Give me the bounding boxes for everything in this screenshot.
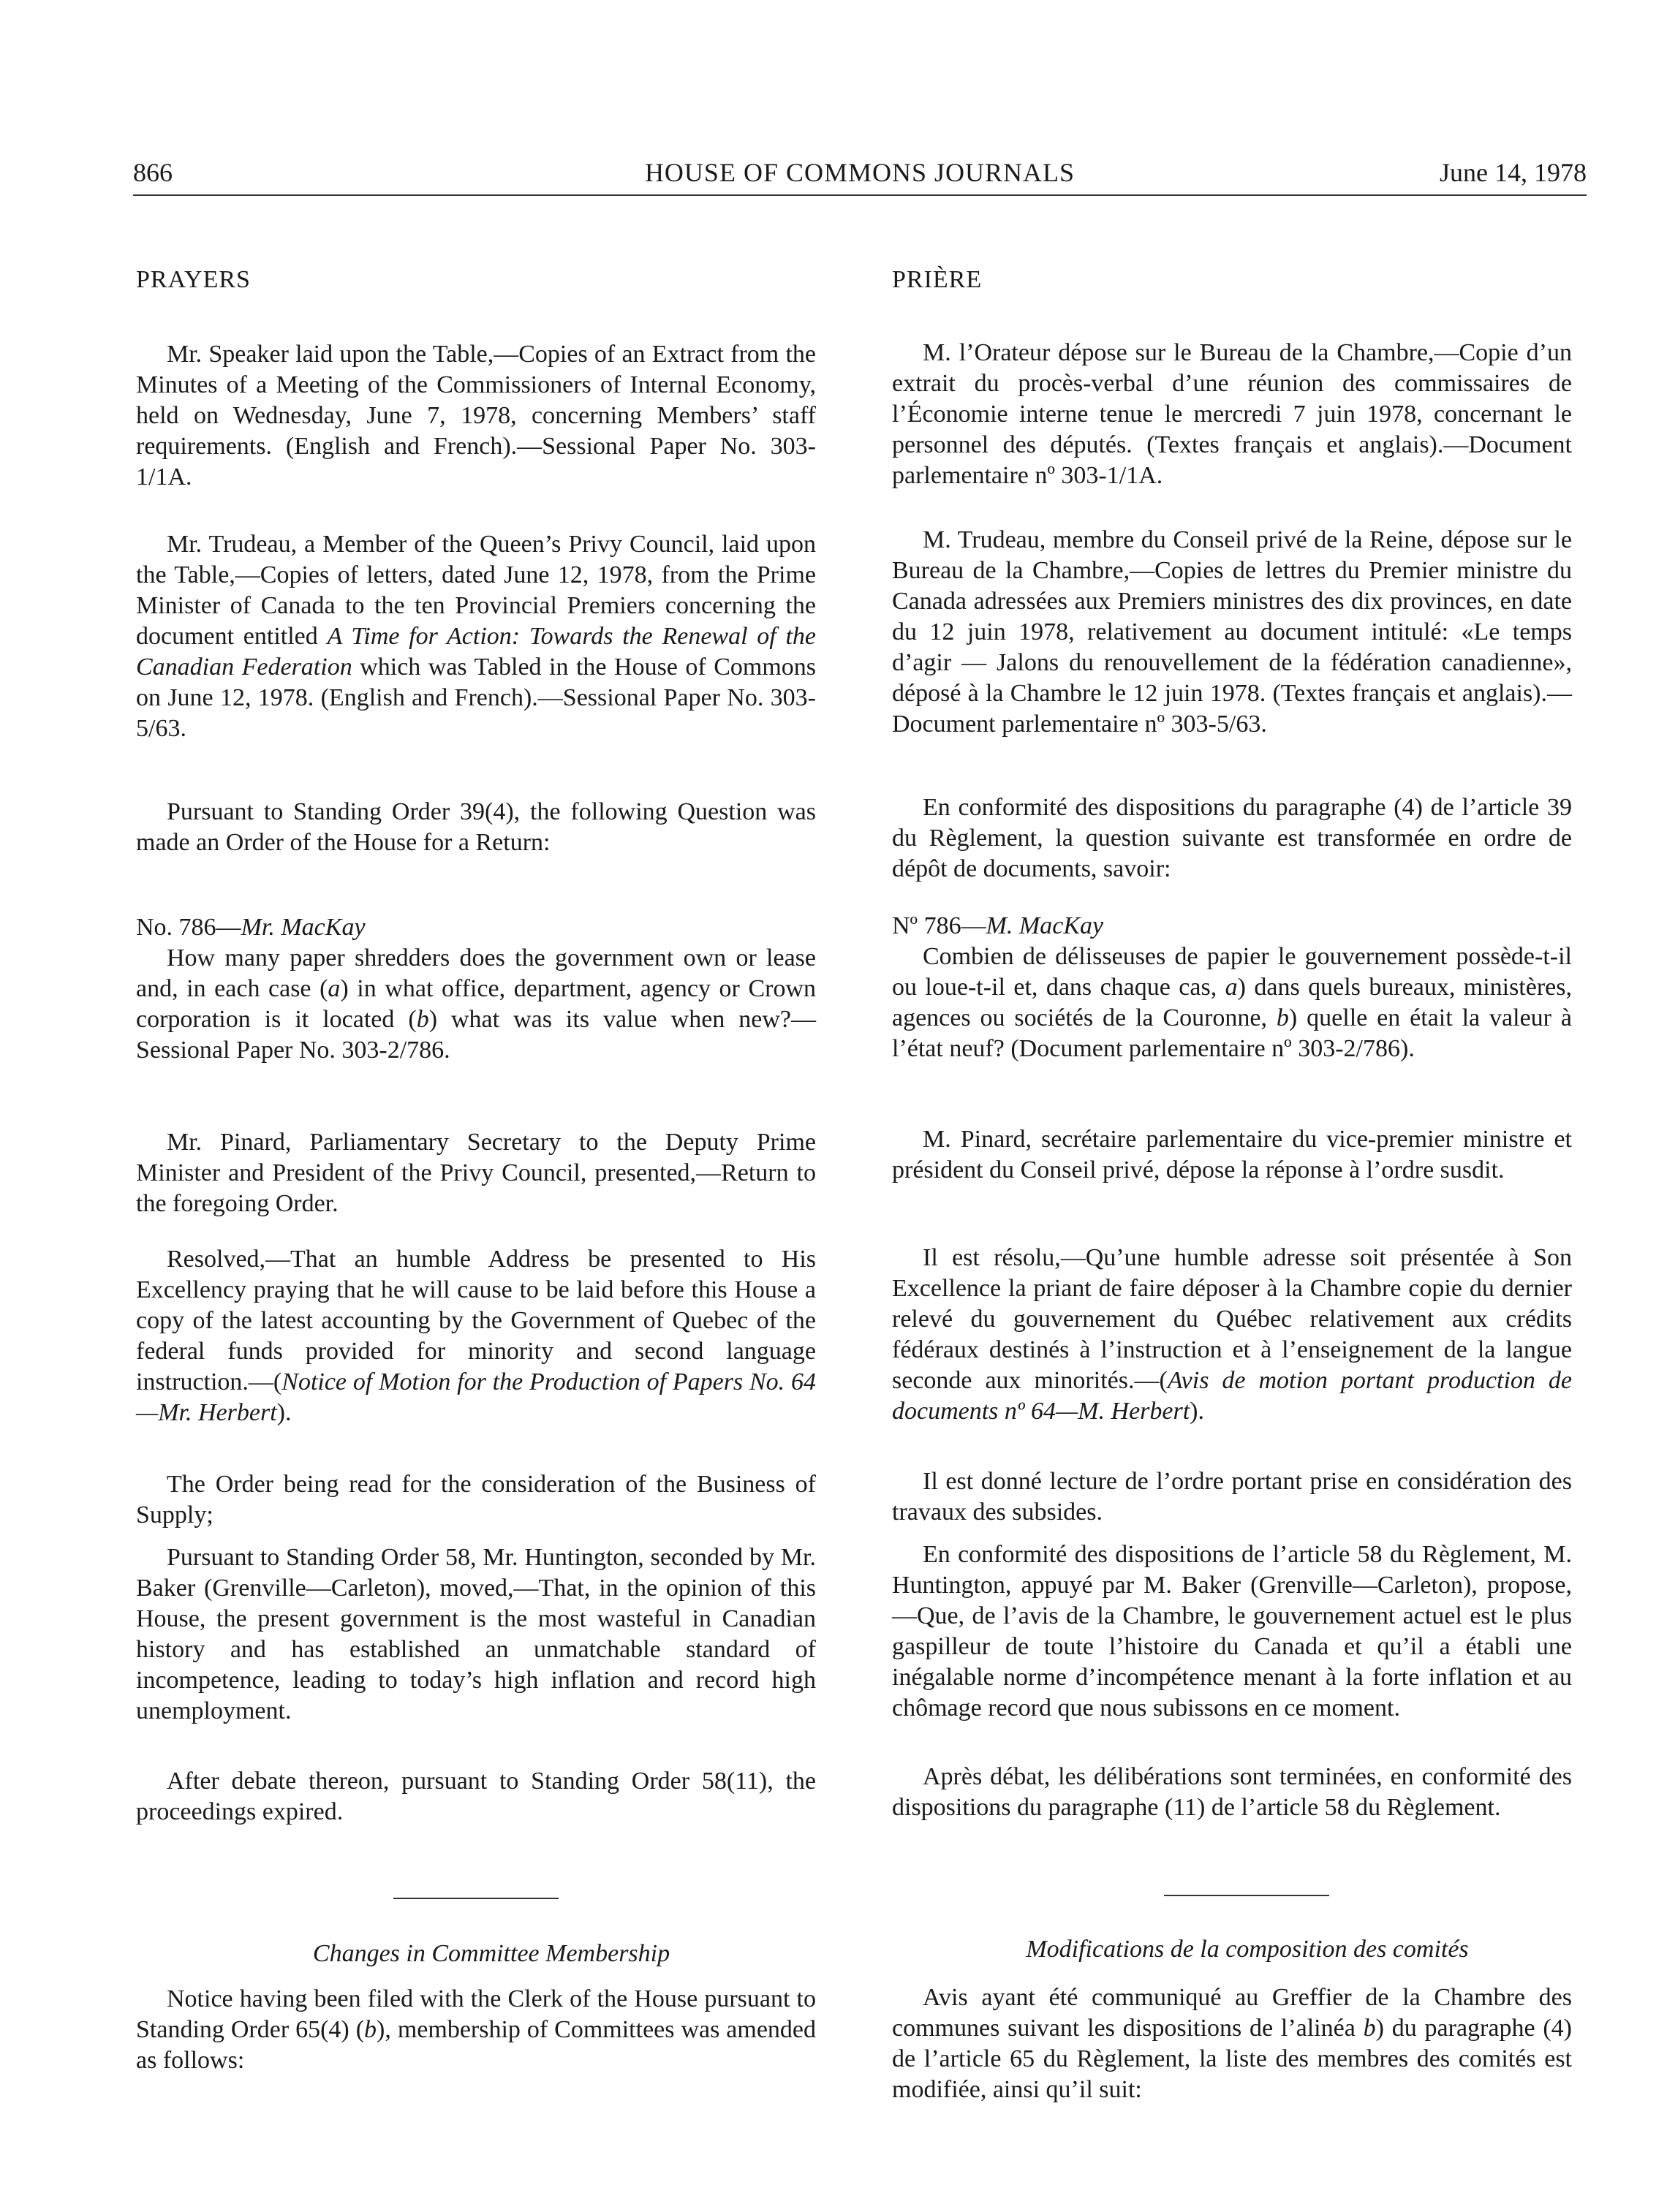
- fr-p5-text: [892, 1243, 1572, 1427]
- fr-section-divider: [1164, 1895, 1329, 1896]
- fr-p4-text: M. Pinard, secrétaire parlementaire du vice-premier ministre et président du Conseil privé, dépose la réponse à l’ordre susdit.: [892, 1126, 1572, 1183]
- en-heading-block: [136, 265, 816, 295]
- en-p5-end: ).: [276, 1399, 292, 1426]
- en-q-letter-a: a: [328, 975, 341, 1002]
- en-p1-text: Mr. Speaker laid upon the Table,—Copies of an Extract from the Minutes of a Meeting of the Commissioners of Internal Economy, held on Wednesday, June 7, 1978, concerning Members’ staff requirements. (English and French).—Sessional Paper No. 303-1/1A.: [136, 341, 816, 490]
- journal-date: June 14, 1978: [1440, 158, 1587, 187]
- fr-p8-text: Après débat, les délibérations sont terminées, en conformité des dispositions du paragraphe (11) de l’article 58 du Règlement.: [892, 1763, 1572, 1821]
- fr-p7-text: En conformité des dispositions de l’article 58 du Règlement, M. Huntington, appuyé par M. Baker (Grenville—Carleton), propose,—Que, de l’avis de la Chambre, le gouvernement actuel est le plus gaspilleur de toute l’histoire du Canada et qu’il a établi une inégalable norme d’incompétence menant à la forte inflation et au chômage record que nous subissons en ce moment.: [892, 1541, 1572, 1722]
- header-rule: [133, 194, 1587, 196]
- en-paragraph-6: [136, 1469, 816, 1531]
- fr-section-title: Modifications de la composition des comités: [1026, 1936, 1469, 1963]
- fr-p3-text: En conformité des dispositions du paragraphe (4) de l’article 39 du Règlement, la question suivante est transformée en ordre de dépôt de documents, savoir:: [892, 794, 1572, 882]
- fr-heading: PRIÈRE: [892, 266, 983, 293]
- en-p5-start: Resolved,—That an humble Address be presented to His Excellency praying that he will cause to be laid before this House a copy of the latest accounting by the Government of Quebec of the federal funds provided for minority and second language instruction.—(: [136, 1246, 816, 1395]
- fr-paragraph-9: [892, 1982, 1572, 2105]
- en-p5-note: Notice of Motion for the Production of Papers No. 64—Mr. Herbert: [136, 1368, 816, 1426]
- fr-paragraph-7: [892, 1539, 1572, 1724]
- en-question-text: [136, 943, 816, 1066]
- page-header: [133, 154, 1587, 192]
- en-paragraph-9: [136, 1984, 816, 2076]
- en-section-title: Changes in Committee Membership: [312, 1940, 670, 1967]
- fr-p9-end: ) du paragraphe (4) de l’article 65 du Règlement, la liste des membres des comités est modifiée, ainsi qu’il suit:: [892, 2015, 1572, 2103]
- fr-p9-letter: b: [1363, 2015, 1376, 2042]
- fr-p9-text: [892, 1982, 1572, 2105]
- en-heading: PRAYERS: [136, 266, 251, 293]
- en-p9-end: ), membership of Committees was amended as follows:: [136, 2016, 816, 2074]
- en-p9-letter: b: [364, 2016, 377, 2043]
- fr-question-member: M. MacKay: [986, 912, 1104, 939]
- en-paragraph-2: [136, 529, 816, 744]
- fr-p5-note: Avis de motion portant production de documents nº 64—M. Herbert: [892, 1367, 1572, 1425]
- en-p2-document-title: A Time for Action: Towards the Renewal of the Canadian Federation: [136, 623, 816, 681]
- en-section-heading-block: [136, 1939, 816, 1969]
- en-section-divider: [393, 1898, 559, 1899]
- en-p2-start: Mr. Trudeau, a Member of the Queen’s Privy Council, laid upon the Table,—Copies of letters, dated June 12, 1978, from the Prime Minister of Canada to the ten Provincial Premiers concerning the document entitled: [136, 531, 816, 650]
- fr-q-part-b: ) dans quels bureaux, ministères, agences ou sociétés de la Couronne,: [892, 974, 1572, 1031]
- fr-paragraph-2: [892, 525, 1572, 740]
- en-p8-text: After debate thereon, pursuant to Standing Order 58(11), the proceedings expired.: [136, 1768, 816, 1825]
- en-paragraph-7: [136, 1542, 816, 1727]
- fr-paragraph-1: [892, 338, 1572, 491]
- fr-heading-block: [892, 265, 1572, 295]
- en-p2-end: which was Tabled in the House of Commons on June 12, 1978. (English and French).—Sessional Paper No. 303-5/63.: [136, 654, 817, 742]
- fr-p1-text: M. l’Orateur dépose sur le Bureau de la Chambre,—Copie d’un extrait du procès-verbal d’une réunion des commissaires de l’Économie interne tenue le mercredi 7 juin 1978, concernant le personnel des députés. (Textes français et anglais).—Document parlementaire nº 303-1/1A.: [892, 339, 1572, 489]
- fr-paragraph-5: [892, 1243, 1572, 1427]
- fr-question-no: Nº 786—: [892, 912, 986, 939]
- fr-paragraph-4: [892, 1124, 1572, 1186]
- en-question-no: No. 786—: [136, 914, 241, 941]
- en-p5-text: [136, 1244, 816, 1428]
- fr-q-part-c: ) quelle en était la valeur à l’état neuf? (Document parlementaire nº 303-2/786).: [892, 1004, 1572, 1062]
- fr-p6-text: Il est donné lecture de l’ordre portant prise en considération des travaux des subsides.: [892, 1468, 1572, 1526]
- fr-paragraph-8: [892, 1762, 1572, 1823]
- page-number: 866: [133, 158, 173, 187]
- en-question-block: [136, 912, 816, 1066]
- fr-paragraph-6: [892, 1466, 1572, 1528]
- fr-p2-text: M. Trudeau, membre du Conseil privé de la Reine, dépose sur le Bureau de la Chambre,—Copies de lettres du Premier ministre du Canada adressées aux Premiers ministres des dix provinces, en date du 12 juin 1978, relativement au document intitulé: «Le temps d’agir — Jalons du renouvellement de la fédération canadienne», déposé à la Chambre le 12 juin 1978. (Textes français et anglais).—Document parlementaire nº 303-5/63.: [892, 526, 1572, 738]
- fr-section-heading-block: [892, 1934, 1572, 1965]
- fr-p9-start: Avis ayant été communiqué au Greffier de la Chambre des communes suivant les dispositions de l’alinéa: [892, 1984, 1572, 2042]
- en-p6-text: The Order being read for the consideration of the Business of Supply;: [136, 1471, 816, 1529]
- en-p4-text: Mr. Pinard, Parliamentary Secretary to the Deputy Prime Minister and President of the Privy Council, presented,—Return to the foregoing Order.: [136, 1129, 816, 1217]
- en-q-letter-b: b: [416, 1006, 429, 1033]
- en-question-member: Mr. MacKay: [241, 914, 366, 941]
- fr-paragraph-3: [892, 792, 1572, 885]
- fr-q-letter-b: b: [1276, 1004, 1289, 1031]
- en-paragraph-5: [136, 1244, 816, 1428]
- en-paragraph-1: [136, 339, 816, 493]
- fr-question-number: [892, 911, 1572, 942]
- en-p9-text: [136, 1984, 816, 2076]
- en-p7-text: Pursuant to Standing Order 58, Mr. Huntington, seconded by Mr. Baker (Grenville—Carleton), moved,—That, in the opinion of this House, the present government is the most wasteful in Canadian history and has established an unmatchable standard of incompetence, leading to today’s high inflation and record high unemployment.: [136, 1544, 816, 1724]
- fr-question-text: [892, 942, 1572, 1064]
- journal-title: HOUSE OF COMMONS JOURNALS: [644, 158, 1076, 187]
- fr-question-block: [892, 911, 1572, 1064]
- fr-q-letter-a: a: [1225, 974, 1238, 1001]
- en-question-number: [136, 912, 816, 943]
- en-p2-text: [136, 529, 816, 744]
- fr-p5-start: Il est résolu,—Qu’une humble adresse soit présentée à Son Excellence la priant de faire déposer à la Chambre copie du dernier relevé du gouvernement du Québec relativement aux crédits fédéraux destinés à l’instruction et à l’enseignement de la langue seconde aux minorités.—(: [892, 1244, 1572, 1394]
- en-q-part-c: ) what was its value when new?—Sessional Paper No. 303-2/786.: [136, 1006, 817, 1064]
- en-p3-text: Pursuant to Standing Order 39(4), the following Question was made an Order of the House for a Return:: [136, 798, 816, 856]
- en-paragraph-4: [136, 1127, 816, 1219]
- fr-q-part-a: Combien de délisseuses de papier le gouvernement possède-t-il ou loue-t-il et, dans chaque cas,: [892, 943, 1572, 1001]
- fr-p5-end: ).: [1190, 1398, 1204, 1425]
- en-q-part-b: ) in what office, department, agency or Crown corporation is it located (: [136, 975, 816, 1033]
- en-p9-start: Notice having been filed with the Clerk of the House pursuant to Standing Order 65(4) (: [136, 1985, 816, 2043]
- en-paragraph-3: [136, 797, 816, 858]
- en-q-part-a: How many paper shredders does the government own or lease and, in each case (: [136, 944, 816, 1002]
- en-paragraph-8: [136, 1766, 816, 1827]
